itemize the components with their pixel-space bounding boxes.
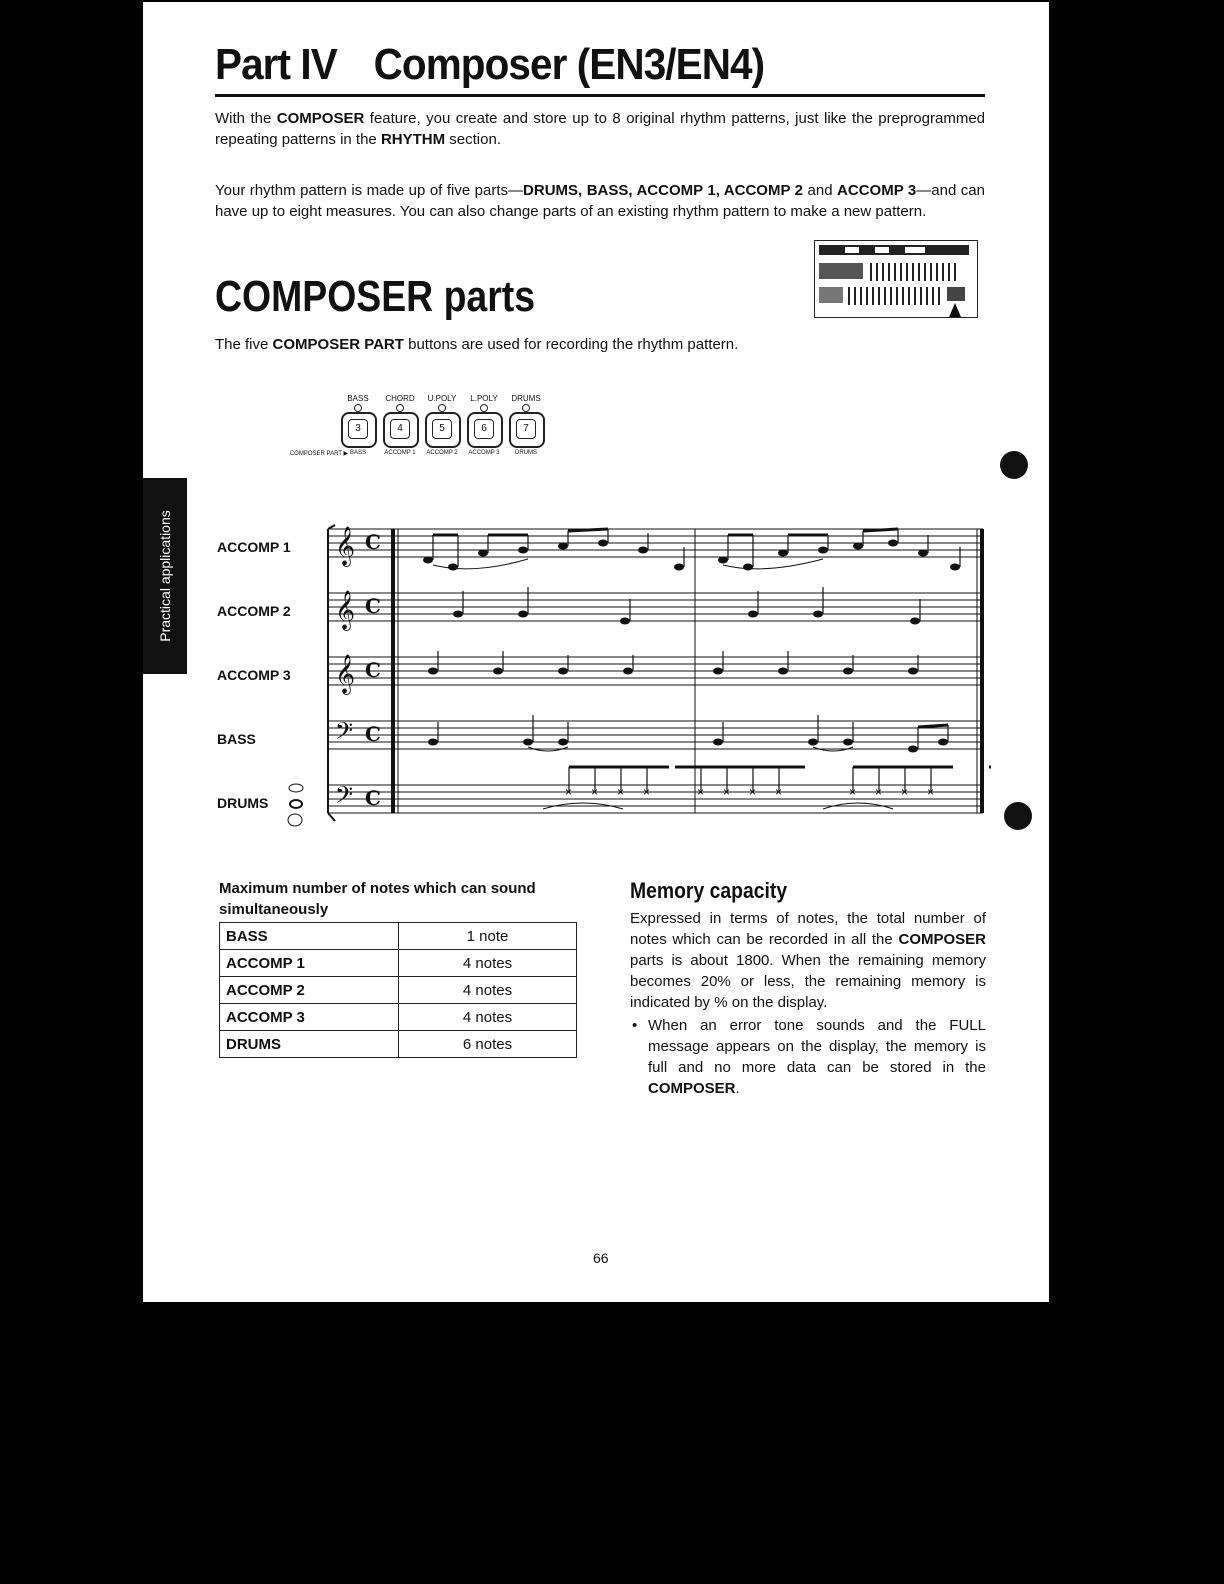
svg-text:C: C: [365, 594, 381, 618]
table-row: BASS 1 note: [220, 923, 577, 950]
composer-part-label: COMPOSER PART ▶: [289, 451, 349, 457]
title-rule: [215, 94, 985, 97]
snare-drum-icon: [290, 800, 302, 808]
page-number: 66: [593, 1250, 609, 1266]
svg-text:𝄞: 𝄞: [335, 654, 356, 694]
top-label-chord: CHORD: [385, 394, 415, 403]
bottom-label-bass: BASS: [349, 450, 366, 456]
stems: [433, 529, 960, 749]
drum-x-notes: [565, 785, 934, 799]
bottom-label-accomp2: ACCOMP 2: [426, 450, 458, 456]
memory-title: Memory capacity: [630, 878, 788, 903]
svg-text:×: ×: [723, 785, 731, 799]
svg-text:×: ×: [565, 785, 573, 799]
svg-text:C: C: [365, 658, 381, 682]
svg-text:×: ×: [901, 785, 909, 799]
ties: [433, 559, 893, 809]
indicator-led: [522, 404, 530, 412]
indicator-led: [438, 404, 446, 412]
intro-paragraph-2: Your rhythm pattern is made up of five parts—DRUMS, BASS, ACCOMP 1, ACCOMP 2 and ACCOMP 3—and can have up to eight measures. You can also change parts of an existing rhythm pattern to make a new pattern.: [215, 182, 985, 220]
binding-hole: [1000, 451, 1028, 479]
binding-hole: [1004, 802, 1032, 830]
svg-text:×: ×: [849, 785, 857, 799]
bottom-label-accomp3: ACCOMP 3: [468, 450, 500, 456]
indicator-led: [480, 404, 488, 412]
svg-text:×: ×: [875, 785, 883, 799]
svg-text:×: ×: [749, 785, 757, 799]
part-button-6[interactable]: 6: [467, 412, 503, 448]
svg-text:×: ×: [617, 785, 625, 799]
indicator-led: [354, 404, 362, 412]
staff-lines: [328, 529, 983, 813]
svg-text:C: C: [365, 786, 381, 810]
top-label-lpoly: L.POLY: [470, 394, 498, 403]
top-label-upoly: U.POLY: [427, 394, 457, 403]
svg-text:×: ×: [643, 785, 651, 799]
staff-label-bass: BASS: [217, 731, 256, 747]
staff-label-accomp2: ACCOMP 2: [217, 603, 291, 619]
svg-text:×: ×: [591, 785, 599, 799]
system-bracket: [328, 525, 982, 821]
svg-text:𝄞: 𝄞: [335, 526, 356, 566]
bass-drum-icon: [288, 814, 302, 826]
notes-table: [219, 922, 577, 1058]
memory-bullet: • When an error tone sounds and the FULL message appears on the display, the memory is full and no more data can be stored in the COMPOSER.: [632, 1017, 986, 1097]
svg-text:×: ×: [697, 785, 705, 799]
table-row: ACCOMP 3 4 notes: [220, 1004, 577, 1031]
top-label-drums: DRUMS: [511, 394, 541, 403]
svg-text:𝄢: 𝄢: [335, 717, 354, 750]
staff-label-accomp1: ACCOMP 1: [217, 539, 291, 555]
intro-paragraph-1: With the COMPOSER feature, you create and store up to 8 original rhythm patterns, just like the preprogrammed repeating patterns in the RHYTHM section.: [215, 110, 985, 148]
table-row: ACCOMP 2 4 notes: [220, 977, 577, 1004]
lcd-display-illustration: [814, 240, 978, 318]
bottom-label-drums: DRUMS: [515, 450, 537, 456]
beams: [433, 529, 991, 767]
indicator-led: [396, 404, 404, 412]
music-score: [283, 517, 993, 837]
part-button-4[interactable]: 4: [383, 412, 419, 448]
svg-text:C: C: [365, 530, 381, 554]
cymbal-icon: [289, 784, 303, 792]
table-caption: Maximum number of notes which can sound simultaneously: [219, 880, 536, 918]
part-button-5[interactable]: 5: [425, 412, 461, 448]
section-description: The five COMPOSER PART buttons are used for recording the rhythm pattern.: [215, 336, 739, 353]
table-row: ACCOMP 1 4 notes: [220, 950, 577, 977]
svg-text:×: ×: [927, 785, 935, 799]
svg-text:C: C: [365, 722, 381, 746]
time-signatures: [365, 530, 381, 810]
svg-text:×: ×: [775, 785, 783, 799]
composer-part-panel: [289, 394, 593, 464]
top-label-bass: BASS: [347, 394, 369, 403]
staff-label-accomp3: ACCOMP 3: [217, 667, 291, 683]
lcd-drawing: [815, 241, 977, 317]
svg-text:𝄢: 𝄢: [335, 781, 354, 814]
part-title: Composer (EN3/EN4): [373, 40, 765, 89]
clefs: [335, 526, 355, 814]
staff-label-drums: DRUMS: [217, 795, 269, 811]
bottom-label-accomp1: ACCOMP 1: [384, 450, 416, 456]
page-title: [215, 40, 801, 90]
part-button-3[interactable]: 3: [341, 412, 377, 448]
memory-text: Expressed in terms of notes, the total number of notes which can be recorded in all the COMPOSER parts is about 1800. When the remaining memory becomes 20% or less, the remaining memory is indicated by % on the display. • When an error tone sounds and the FULL message appears on the display, the memory is full and no more data can be stored in the COMPOSER.: [630, 910, 986, 1097]
drum-kit-icons: [283, 782, 309, 832]
section-title: COMPOSER parts: [215, 272, 536, 321]
manual-page: [143, 2, 1049, 1302]
table-row: DRUMS 6 notes: [220, 1031, 577, 1058]
part-label: Part IV: [215, 40, 337, 89]
part-button-7[interactable]: 7: [509, 412, 545, 448]
svg-text:𝄞: 𝄞: [335, 590, 356, 630]
section-side-tab: Practical applications: [143, 478, 187, 674]
